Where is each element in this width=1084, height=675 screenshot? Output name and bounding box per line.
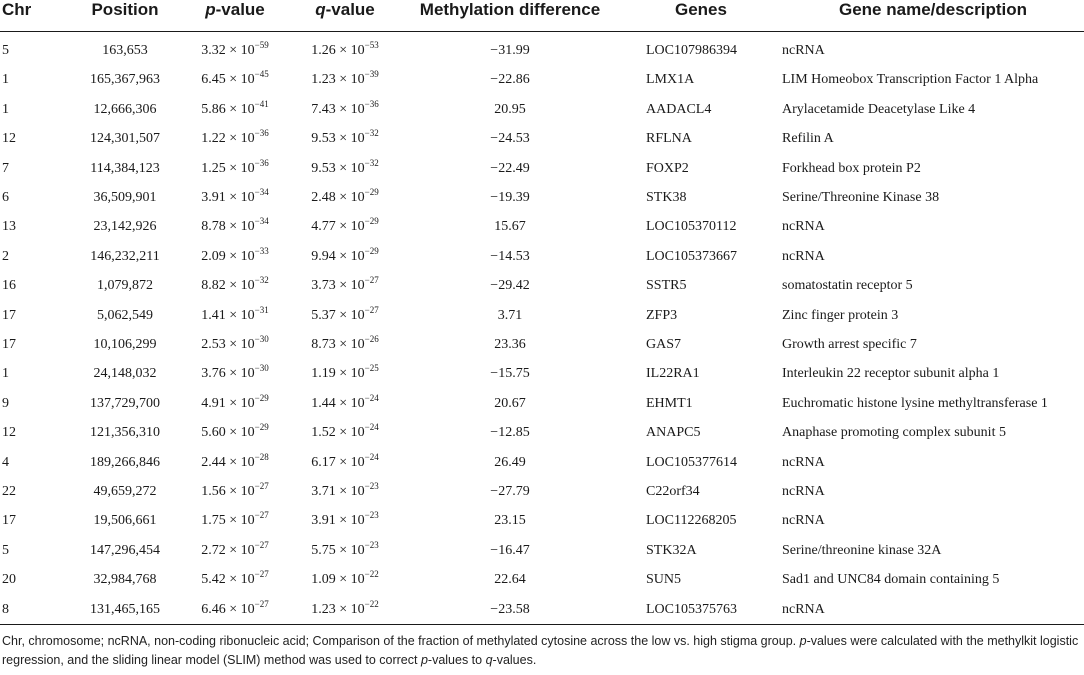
- cell-gene-description: ncRNA: [782, 219, 825, 235]
- cell-p-value: [180, 359, 290, 388]
- cell-gene: STK32A: [646, 542, 697, 558]
- cell-p-value-mantissa: 6.45 × 10: [201, 72, 255, 88]
- cell-q-value-mantissa: 1.52 × 10: [311, 425, 365, 441]
- cell-chr: 17: [2, 513, 16, 529]
- cell-p-value-mantissa: 5.86 × 10: [201, 101, 255, 117]
- cell-q-value-mantissa: 9.94 × 10: [311, 248, 365, 264]
- cell-chr: 12: [2, 425, 16, 441]
- cell-p-value-exponent: −36: [254, 157, 269, 168]
- cell-position: 36,509,901: [93, 190, 157, 205]
- cell-p-value-exponent: −29: [254, 392, 269, 403]
- cell-p-value-exponent: −59: [254, 40, 269, 50]
- table-row: [0, 212, 1084, 241]
- cell-p-value-mantissa: 1.56 × 10: [201, 484, 255, 499]
- cell-q-value-exponent: −26: [364, 334, 379, 344]
- table-row: [0, 448, 1084, 477]
- cell-p-value-mantissa: 1.41 × 10: [201, 307, 255, 323]
- cell-chr: 5: [2, 542, 9, 558]
- header-genes: Genes: [675, 0, 727, 19]
- table-row: [0, 418, 1084, 447]
- cell-q-value-exponent: −23: [364, 539, 379, 550]
- cell-q-value: [290, 418, 400, 447]
- cell-chr: 20: [2, 572, 16, 588]
- cell-chr: 16: [2, 278, 16, 294]
- cell-q-value: [290, 242, 400, 271]
- footnote-p2: p: [420, 653, 428, 667]
- cell-position: 137,729,700: [90, 395, 160, 411]
- table-row: [0, 65, 1084, 94]
- cell-p-value: [180, 36, 290, 65]
- cell-p-value-mantissa: 4.91 × 10: [201, 395, 255, 411]
- cell-gene: LOC107986394: [646, 43, 737, 58]
- cell-chr: 17: [2, 337, 16, 352]
- cell-p-value: [180, 183, 290, 212]
- cell-p-value-exponent: −41: [254, 98, 269, 109]
- cell-q-value: [290, 124, 400, 153]
- cell-gene-description: Serine/Threonine Kinase 38: [782, 190, 940, 205]
- cell-p-value-mantissa: 5.60 × 10: [201, 425, 255, 441]
- cell-p-value-exponent: −32: [254, 275, 269, 286]
- cell-p-value: [180, 154, 290, 183]
- cell-position: 163,653: [102, 43, 148, 58]
- cell-position: 165,367,963: [90, 72, 160, 88]
- cell-q-value: [290, 477, 400, 506]
- cell-p-value-mantissa: 8.78 × 10: [201, 219, 255, 235]
- cell-q-value-mantissa: 1.23 × 10: [311, 601, 365, 617]
- table-row: [0, 565, 1084, 594]
- cell-gene: LOC105373667: [646, 248, 737, 264]
- header-methylation-difference: Methylation difference: [419, 0, 601, 19]
- cell-methylation-difference: 20.67: [494, 395, 526, 411]
- cell-gene-description: Sad1 and UNC84 domain containing 5: [782, 572, 1000, 588]
- table-row: [0, 359, 1084, 388]
- cell-p-value-mantissa: 3.76 × 10: [201, 366, 255, 382]
- cell-q-value-mantissa: 2.48 × 10: [311, 190, 365, 205]
- cell-p-value-mantissa: 2.72 × 10: [201, 542, 255, 558]
- cell-methylation-difference: −12.85: [490, 425, 530, 441]
- cell-gene: C22orf34: [646, 484, 700, 499]
- table-row: [0, 506, 1084, 535]
- cell-q-value-exponent: −36: [364, 98, 379, 109]
- cell-methylation-difference: 23.36: [494, 337, 526, 352]
- cell-p-value-exponent: −27: [254, 539, 269, 550]
- cell-q-value: [290, 565, 400, 594]
- cell-methylation-difference: −22.86: [490, 72, 530, 88]
- table-row: [0, 183, 1084, 212]
- cell-q-value: [290, 595, 400, 624]
- cell-p-value-exponent: −30: [254, 334, 269, 344]
- cell-gene: FOXP2: [646, 160, 689, 176]
- cell-p-value: [180, 448, 290, 477]
- cell-gene-description: Interleukin 22 receptor subunit alpha 1: [782, 366, 1000, 382]
- cell-q-value-mantissa: 8.73 × 10: [311, 337, 365, 352]
- table-row: [0, 36, 1084, 65]
- header-q-rest: -value: [325, 0, 375, 19]
- cell-gene: LOC105375763: [646, 601, 737, 617]
- header-rule: [0, 31, 1084, 32]
- cell-p-value-exponent: −31: [254, 304, 269, 315]
- cell-q-value-mantissa: 1.19 × 10: [311, 366, 365, 382]
- cell-gene-description: Zinc finger protein 3: [782, 307, 899, 323]
- cell-q-value-mantissa: 4.77 × 10: [311, 219, 365, 235]
- cell-gene-description: ncRNA: [782, 43, 825, 58]
- cell-position: 114,384,123: [90, 160, 160, 176]
- cell-q-value-exponent: −24: [364, 422, 379, 433]
- cell-p-value: [180, 506, 290, 535]
- cell-position: 5,062,549: [97, 307, 153, 323]
- cell-chr: 8: [2, 601, 9, 617]
- cell-position: 189,266,846: [90, 454, 160, 470]
- cell-position: 146,232,211: [90, 248, 160, 264]
- cell-chr: 7: [2, 160, 9, 176]
- cell-q-value-exponent: −53: [364, 40, 379, 50]
- cell-methylation-difference: −14.53: [490, 248, 530, 264]
- cell-p-value-exponent: −27: [254, 481, 269, 491]
- cell-p-value: [180, 595, 290, 624]
- cell-q-value: [290, 359, 400, 388]
- cell-position: 23,142,926: [93, 219, 157, 235]
- cell-p-value: [180, 212, 290, 241]
- header-q-italic: q: [315, 0, 326, 19]
- cell-p-value-exponent: −34: [254, 216, 269, 227]
- cell-q-value: [290, 330, 400, 359]
- table-row: [0, 301, 1084, 330]
- footnote-part2: -values were calculated with the methylkit logistic regression, and the sliding linear model (SLIM) method was used to correct: [2, 634, 1079, 667]
- cell-gene-description: somatostatin receptor 5: [782, 278, 913, 294]
- header-p-rest: -value: [215, 0, 265, 19]
- cell-position: 147,296,454: [90, 542, 160, 558]
- cell-q-value-exponent: −32: [364, 157, 379, 168]
- cell-methylation-difference: −16.47: [490, 542, 530, 558]
- cell-p-value-exponent: −33: [254, 245, 269, 256]
- header-q-value: [290, 0, 400, 30]
- cell-q-value: [290, 154, 400, 183]
- cell-p-value: [180, 271, 290, 300]
- table-row: [0, 242, 1084, 271]
- cell-p-value-exponent: −29: [254, 422, 269, 433]
- cell-q-value-mantissa: 5.75 × 10: [311, 542, 365, 558]
- cell-q-value: [290, 506, 400, 535]
- table-footnote: [2, 632, 1082, 670]
- cell-gene-description: ncRNA: [782, 484, 825, 499]
- cell-q-value-exponent: −27: [364, 304, 379, 315]
- cell-q-value: [290, 212, 400, 241]
- cell-gene: IL22RA1: [646, 366, 700, 382]
- cell-gene-description: Forkhead box protein P2: [782, 160, 921, 176]
- cell-q-value-mantissa: 5.37 × 10: [311, 307, 365, 323]
- cell-p-value-exponent: −27: [254, 569, 269, 580]
- cell-p-value-mantissa: 2.44 × 10: [201, 454, 255, 470]
- cell-position: 32,984,768: [93, 572, 157, 588]
- cell-q-value-mantissa: 1.44 × 10: [311, 395, 365, 411]
- cell-gene-description: Arylacetamide Deacetylase Like 4: [782, 101, 976, 117]
- cell-position: 24,148,032: [93, 366, 157, 382]
- cell-q-value-mantissa: 1.23 × 10: [311, 72, 365, 88]
- cell-p-value-exponent: −27: [254, 510, 269, 521]
- cell-gene: ZFP3: [646, 307, 678, 323]
- cell-p-value-exponent: −34: [254, 187, 269, 197]
- cell-position: 19,506,661: [93, 513, 157, 529]
- cell-q-value: [290, 389, 400, 418]
- cell-p-value: [180, 301, 290, 330]
- table-row: [0, 271, 1084, 300]
- cell-p-value: [180, 536, 290, 565]
- cell-chr: 1: [2, 366, 9, 382]
- cell-gene: AADACL4: [646, 101, 712, 117]
- header-chr: Chr: [2, 0, 32, 19]
- cell-methylation-difference: −24.53: [490, 131, 530, 147]
- cell-position: 121,356,310: [90, 425, 160, 441]
- cell-gene: SSTR5: [646, 278, 687, 294]
- cell-gene: LOC105377614: [646, 454, 737, 470]
- cell-q-value: [290, 65, 400, 94]
- cell-gene-description: LIM Homeobox Transcription Factor 1 Alpha: [782, 72, 1039, 88]
- cell-methylation-difference: 3.71: [497, 307, 523, 323]
- cell-q-value-exponent: −23: [364, 481, 379, 491]
- cell-methylation-difference: 23.15: [494, 513, 526, 529]
- cell-p-value: [180, 95, 290, 124]
- cell-p-value-mantissa: 2.53 × 10: [201, 337, 255, 352]
- cell-position: 1,079,872: [97, 278, 153, 294]
- cell-position: 49,659,272: [93, 484, 157, 499]
- bottom-rule: [0, 624, 1084, 625]
- cell-p-value-exponent: −36: [254, 128, 269, 139]
- cell-methylation-difference: 22.64: [494, 572, 526, 588]
- cell-p-value: [180, 418, 290, 447]
- cell-q-value-exponent: −32: [364, 128, 379, 139]
- table-row: [0, 330, 1084, 359]
- cell-chr: 5: [2, 43, 9, 58]
- cell-p-value: [180, 242, 290, 271]
- cell-p-value-exponent: −27: [254, 598, 269, 609]
- cell-gene-description: ncRNA: [782, 513, 825, 529]
- cell-p-value-exponent: −28: [254, 451, 269, 462]
- cell-p-value-mantissa: 2.09 × 10: [201, 248, 255, 264]
- cell-methylation-difference: −15.75: [490, 366, 530, 382]
- cell-p-value: [180, 389, 290, 418]
- cell-gene-description: Growth arrest specific 7: [782, 337, 917, 352]
- cell-gene: RFLNA: [646, 131, 692, 147]
- cell-p-value-mantissa: 1.75 × 10: [201, 513, 255, 529]
- cell-p-value-mantissa: 3.32 × 10: [201, 43, 255, 58]
- cell-chr: 6: [2, 190, 9, 205]
- cell-q-value-exponent: −39: [364, 69, 379, 80]
- cell-chr: 9: [2, 395, 9, 411]
- cell-q-value: [290, 448, 400, 477]
- cell-chr: 12: [2, 131, 16, 147]
- cell-gene-description: Serine/threonine kinase 32A: [782, 542, 942, 558]
- footnote-part3: -values to: [427, 653, 486, 667]
- cell-q-value-mantissa: 7.43 × 10: [311, 101, 365, 117]
- cell-q-value-exponent: −29: [364, 216, 379, 227]
- cell-gene-description: ncRNA: [782, 248, 825, 264]
- cell-gene: LOC112268205: [646, 513, 737, 529]
- cell-p-value: [180, 65, 290, 94]
- cell-q-value-mantissa: 3.73 × 10: [311, 278, 365, 294]
- cell-q-value: [290, 301, 400, 330]
- cell-gene: EHMT1: [646, 395, 693, 411]
- cell-chr: 17: [2, 307, 16, 323]
- table-row: [0, 389, 1084, 418]
- cell-gene: LMX1A: [646, 72, 695, 88]
- cell-q-value-exponent: −23: [364, 510, 379, 521]
- cell-gene: SUN5: [646, 572, 682, 588]
- cell-position: 124,301,507: [90, 131, 160, 147]
- cell-q-value-exponent: −29: [364, 187, 379, 197]
- cell-gene-description: Euchromatic histone lysine methyltransferase 1: [782, 395, 1048, 411]
- cell-gene: STK38: [646, 190, 687, 205]
- header-p-italic: p: [205, 0, 216, 19]
- footnote-q1: q: [485, 653, 493, 667]
- table-row: [0, 536, 1084, 565]
- cell-gene-description: ncRNA: [782, 601, 825, 617]
- cell-q-value-exponent: −24: [364, 451, 379, 462]
- cell-q-value-mantissa: 3.71 × 10: [311, 484, 365, 499]
- cell-chr: 13: [2, 219, 16, 235]
- cell-chr: 2: [2, 248, 9, 264]
- cell-q-value-exponent: −22: [364, 569, 379, 580]
- cell-p-value: [180, 565, 290, 594]
- table-row: [0, 154, 1084, 183]
- cell-q-value: [290, 95, 400, 124]
- cell-q-value-mantissa: 9.53 × 10: [311, 160, 365, 176]
- cell-methylation-difference: −23.58: [490, 601, 530, 617]
- cell-q-value: [290, 183, 400, 212]
- cell-gene: GAS7: [646, 337, 682, 352]
- cell-chr: 1: [2, 72, 9, 88]
- footnote-part1: Chr, chromosome; ncRNA, non-coding ribonucleic acid; Comparison of the fraction of methylated cytosine across the low vs. high stigma group.: [2, 634, 800, 648]
- cell-p-value: [180, 124, 290, 153]
- cell-methylation-difference: 15.67: [494, 219, 526, 235]
- cell-methylation-difference: 20.95: [494, 101, 526, 117]
- cell-p-value-exponent: −30: [254, 363, 269, 374]
- cell-p-value: [180, 330, 290, 359]
- cell-gene-description: Anaphase promoting complex subunit 5: [782, 425, 1006, 441]
- cell-q-value-mantissa: 1.26 × 10: [311, 43, 365, 58]
- cell-gene: LOC105370112: [646, 219, 737, 235]
- cell-methylation-difference: −22.49: [490, 160, 530, 176]
- cell-methylation-difference: −31.99: [490, 43, 530, 58]
- cell-q-value: [290, 536, 400, 565]
- cell-q-value: [290, 271, 400, 300]
- cell-chr: 1: [2, 101, 9, 117]
- cell-gene-description: Refilin A: [782, 131, 834, 147]
- cell-chr: 4: [2, 454, 9, 470]
- cell-p-value-exponent: −45: [254, 69, 269, 80]
- cell-q-value-mantissa: 6.17 × 10: [311, 454, 365, 470]
- cell-p-value-mantissa: 3.91 × 10: [201, 190, 255, 205]
- header-p-value: [180, 0, 290, 30]
- table-header: [0, 0, 1084, 30]
- cell-methylation-difference: −29.42: [490, 278, 530, 294]
- cell-position: 131,465,165: [90, 601, 160, 617]
- table-row: [0, 95, 1084, 124]
- cell-p-value-mantissa: 8.82 × 10: [201, 278, 255, 294]
- cell-p-value-mantissa: 5.42 × 10: [201, 572, 255, 588]
- cell-chr: 22: [2, 484, 16, 499]
- cell-methylation-difference: 26.49: [494, 454, 526, 470]
- cell-q-value-mantissa: 1.09 × 10: [311, 572, 365, 588]
- cell-position: 12,666,306: [93, 101, 157, 117]
- cell-methylation-difference: −19.39: [490, 190, 530, 205]
- cell-gene: ANAPC5: [646, 425, 701, 441]
- header-position: Position: [91, 0, 159, 19]
- cell-methylation-difference: −27.79: [490, 484, 530, 499]
- cell-p-value-mantissa: 1.22 × 10: [201, 131, 255, 147]
- header-gene-description: Gene name/description: [839, 0, 1027, 19]
- cell-q-value-exponent: −25: [364, 363, 379, 374]
- cell-q-value-exponent: −29: [364, 245, 379, 256]
- table-row: [0, 477, 1084, 506]
- cell-q-value-exponent: −24: [364, 392, 379, 403]
- cell-q-value-mantissa: 3.91 × 10: [311, 513, 365, 529]
- cell-position: 10,106,299: [93, 337, 157, 352]
- cell-p-value-mantissa: 1.25 × 10: [201, 160, 255, 176]
- cell-q-value-mantissa: 9.53 × 10: [311, 131, 365, 147]
- footnote-part4: -values.: [492, 653, 537, 667]
- table-row: [0, 595, 1084, 624]
- cell-q-value-exponent: −27: [364, 275, 379, 286]
- cell-q-value-exponent: −22: [364, 598, 379, 609]
- footnote-p1: p: [799, 634, 807, 648]
- table-row: [0, 124, 1084, 153]
- cell-p-value-mantissa: 6.46 × 10: [201, 601, 255, 617]
- cell-gene-description: ncRNA: [782, 454, 825, 470]
- cell-q-value: [290, 36, 400, 65]
- cell-p-value: [180, 477, 290, 506]
